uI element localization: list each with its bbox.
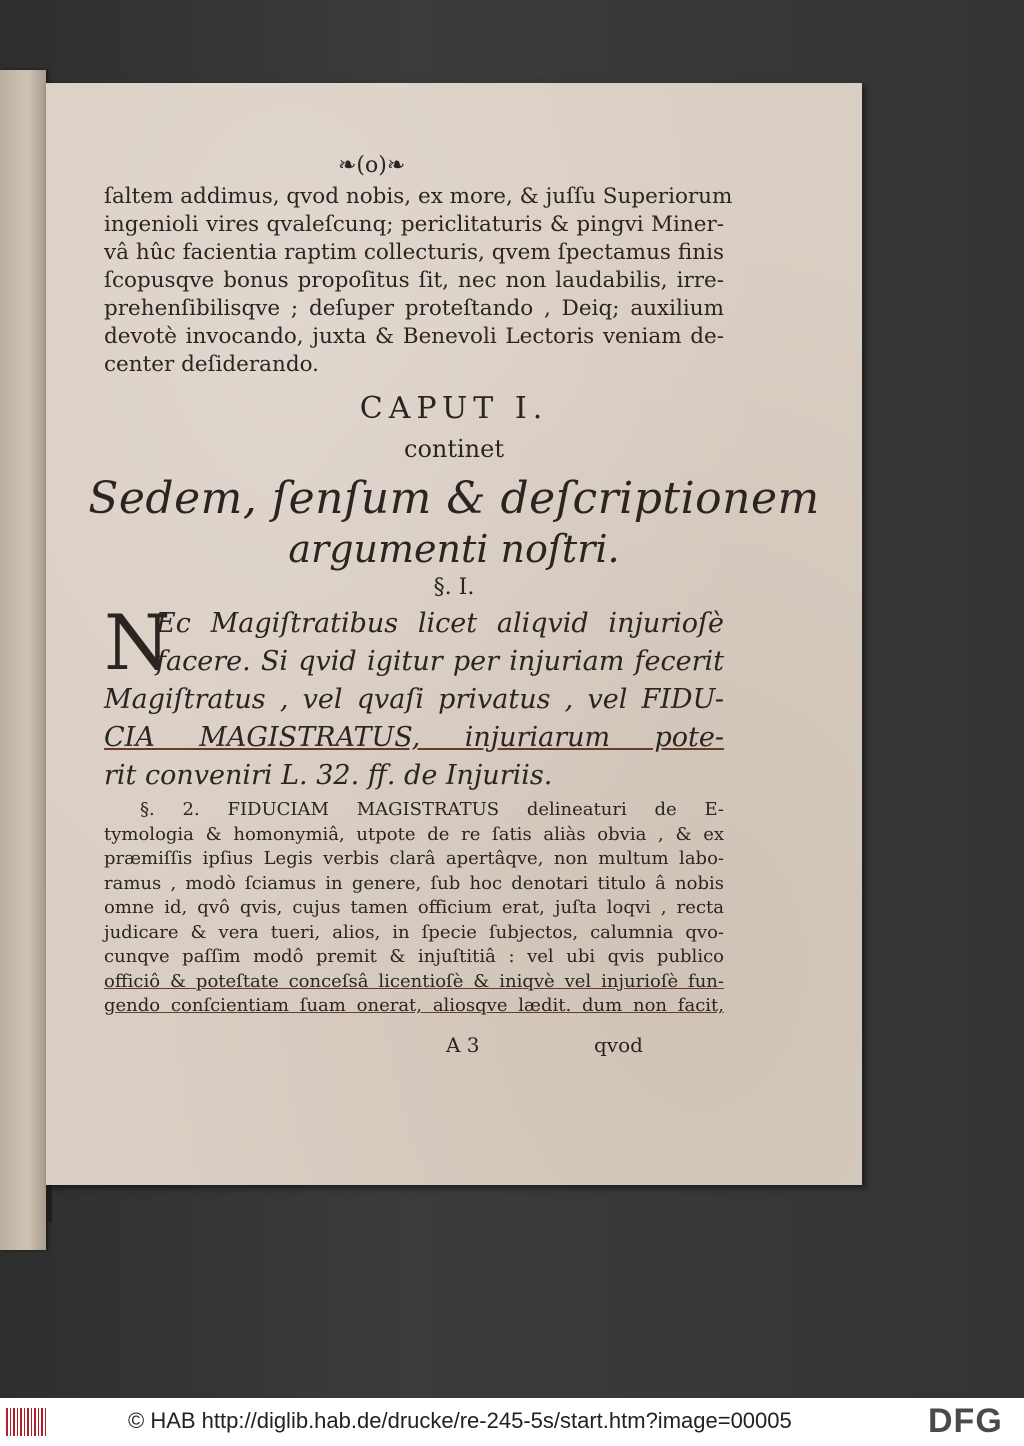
facing-page-edge [0, 70, 46, 1250]
text-line: CIA MAGISTRATUS, injuriarum pote- [104, 722, 724, 753]
chapter-subheading: continet [404, 435, 504, 463]
text-line: tymologia & homonymiâ, utpote de re ſatis aliàs obvia , & ex [104, 823, 724, 845]
text-line: vâ hûc facientia raptim collecturis, qvem ſpectamus finis [104, 240, 724, 265]
chapter-title-line-2: argumenti noſtri. [288, 527, 620, 571]
text-line: ramus , modò ſciamus in genere, ſub hoc denotari titulo â nobis [104, 872, 724, 894]
dfg-logo: DFG [928, 1402, 1003, 1440]
text-line: center deſiderando. [104, 352, 319, 377]
text-line: rit conveniri L. 32. ff. de Injuriis. [104, 760, 553, 791]
text-line: gendo conſcientiam ſuam onerat, aliosqve lædit. dum non facit, [104, 995, 724, 1016]
text-line: præmiſſis ipſius Legis verbis clarâ apertâqve, non multum labo- [104, 848, 724, 869]
text-line: ingenioli vires qvaleſcunq; periclitaturis & pingvi Miner- [104, 212, 724, 237]
text-line: ſcopusqve bonus propoſitus ſit, nec non laudabilis, irre- [104, 268, 724, 293]
chapter-heading: CAPUT I. [359, 391, 549, 426]
signature-mark: A 3 [446, 1033, 480, 1057]
section-2-paragraph [104, 798, 724, 1019]
chapter-title-line-1: Sedem, ſenſum & deſcriptionem [88, 473, 820, 524]
drop-cap: N [104, 598, 171, 687]
text-line: Ec Magiſtratibus licet aliqvid injurioſè [156, 608, 724, 639]
text-line: officiô & poteſtate conceſsâ licentioſè & iniqvè vel injurioſè fun- [104, 970, 724, 992]
section-1-paragraph [104, 598, 724, 795]
text-line: §. 2. FIDUCIAM MAGISTRATUS delineaturi de E- [140, 799, 724, 820]
text-line: prehenſibilisqve ; deſuper proteſtando , Deiq; auxilium [104, 296, 724, 321]
book-page [46, 83, 862, 1185]
text-line: ſaltem addimus, qvod nobis, ex more, & juſſu Superiorum [104, 184, 733, 209]
text-line: Magiſtratus , vel qvaſi privatus , vel FIDU- [104, 684, 724, 715]
text-line: omne id, qvô qvis, cujus tamen officium erat, juſta loqvi , recta [104, 897, 724, 918]
opening-paragraph [104, 183, 733, 379]
page-header-ornament: ❧(o)❧ [338, 153, 406, 178]
viewer-footer [0, 1398, 1024, 1446]
text-line: judicare & vera tueri, alios, in ſpecie ſubjectos, calumnia qvo- [104, 921, 724, 943]
text-line: facere. Si qvid igitur per injuriam fecerit [156, 646, 724, 677]
barcode-icon [6, 1408, 46, 1436]
text-line: devotè invocando, juxta & Benevoli Lectoris veniam de- [104, 324, 724, 349]
text-line: cunqve paſſim modô premit & injuſtitiâ : vel ubi qvis publico [104, 946, 724, 967]
copyright-link[interactable]: © HAB http://diglib.hab.de/drucke/re-245-5s/start.htm?image=00005 [128, 1408, 792, 1433]
section-1-label: §. I. [433, 575, 475, 600]
catchword: qvod [594, 1033, 643, 1057]
